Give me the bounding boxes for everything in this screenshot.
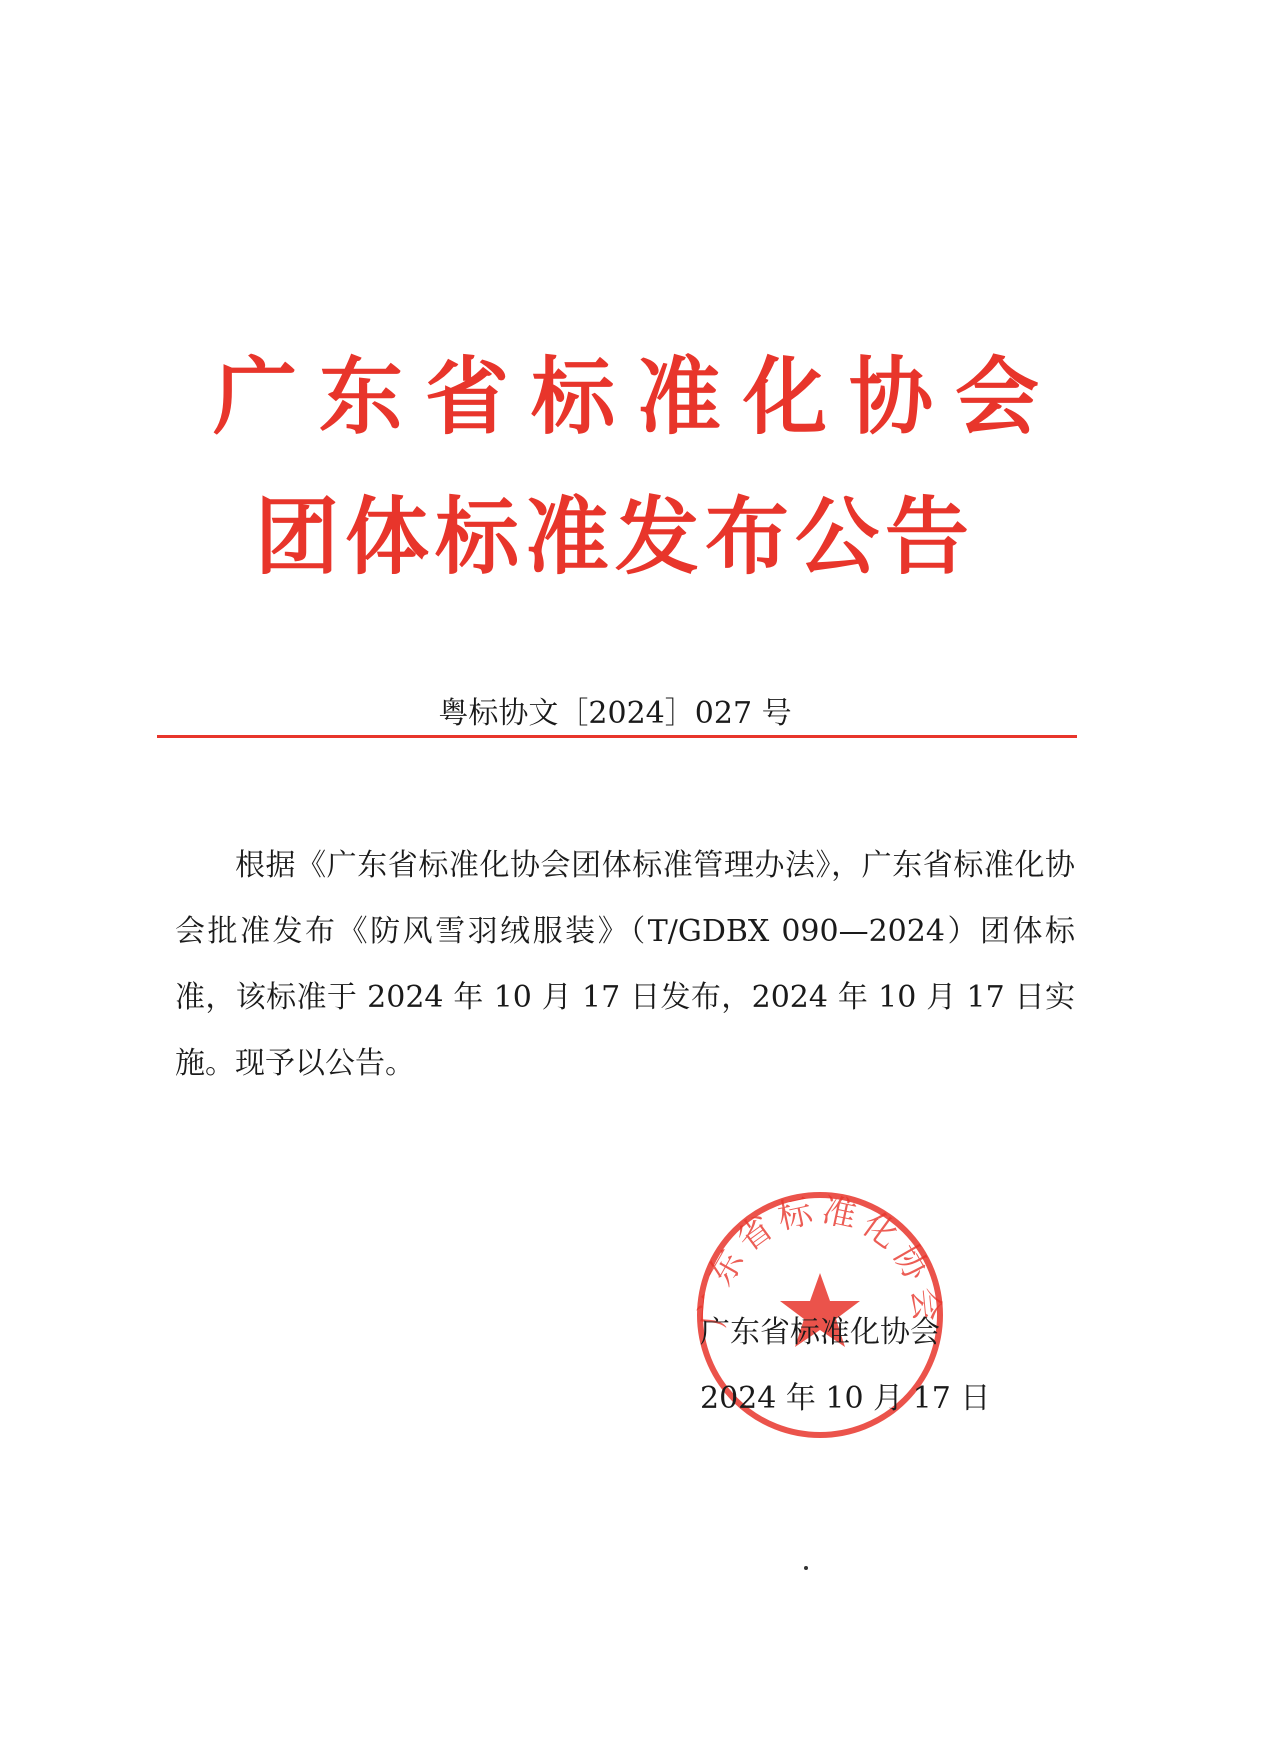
header-title-announcement: 团体标准发布公告 (254, 488, 975, 586)
announcement-body: 根据《广东省标准化协会团体标准管理办法》，广东省标准化协会批准发布《防风雪羽绒服装》（T/GDBX 090—2024）团体标准，该标准于 2024 年 10 月 17 日发布，2024 年 10 月 17 日实施。现予以公告。 (175, 848, 1075, 1081)
header-title-organization: 广东省标准化协会 (212, 348, 1061, 446)
signature-date: 2024 年 10 月 17 日 (700, 1381, 991, 1416)
signature-block (700, 1300, 990, 1432)
seal-text: 广东省标准化协会 (692, 1190, 948, 1330)
document-number: 粤标协文［2024］027 号 (438, 696, 792, 731)
scan-speck (804, 1566, 808, 1570)
signature-organization: 广东省标准化协会 (700, 1315, 940, 1350)
red-divider (157, 735, 1077, 738)
